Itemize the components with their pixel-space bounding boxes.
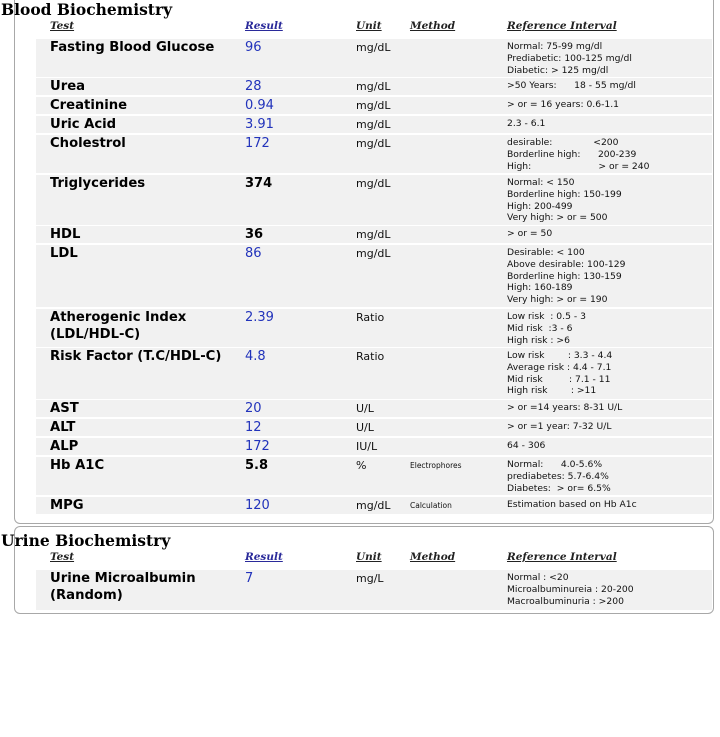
header-unit: Unit: [356, 20, 382, 32]
result-value: 36: [245, 227, 264, 242]
urine-header-method: Method: [410, 551, 456, 563]
reference-interval: 2.3 - 6.1: [507, 118, 546, 129]
unit-label: Ratio: [356, 311, 385, 324]
test-name: Fasting Blood Glucose: [50, 40, 215, 55]
unit-label: mg/dL: [356, 499, 391, 512]
reference-interval: Estimation based on Hb A1c: [507, 499, 637, 510]
test-name: ALT: [50, 420, 76, 435]
urine-header-reference: Reference Interval: [507, 551, 617, 563]
result-value: 12: [245, 420, 262, 435]
result-value: 96: [245, 40, 262, 55]
reference-interval: Low risk : 0.5 - 3 Mid risk :3 - 6 High risk : >6: [507, 311, 586, 346]
test-name: Triglycerides: [50, 176, 146, 191]
test-name: LDL: [50, 246, 78, 261]
test-name: ALP: [50, 439, 79, 454]
unit-label: mg/dL: [356, 99, 391, 112]
test-name: Urine Microalbumin (Random): [50, 571, 196, 603]
reference-interval: desirable: <200 Borderline high: 200-239 High: > or = 240: [507, 137, 650, 172]
unit-label: IU/L: [356, 440, 378, 453]
unit-label: mg/dL: [356, 177, 391, 190]
unit-label: U/L: [356, 421, 374, 434]
reference-interval: Normal: 75-99 mg/dl Prediabetic: 100-125 mg/dl Diabetic: > 125 mg/dl: [507, 41, 632, 76]
test-name: Atherogenic Index (LDL/HDL-C): [50, 310, 187, 342]
unit-label: mg/dL: [356, 41, 391, 54]
reference-interval: Normal: 4.0-5.6% prediabetes: 5.7-6.4% Diabetes: > or= 6.5%: [507, 459, 611, 494]
result-value: 86: [245, 246, 262, 261]
header-reference: Reference Interval: [507, 20, 617, 32]
result-value: 5.8: [245, 458, 269, 473]
reference-interval: Desirable: < 100 Above desirable: 100-129 Borderline high: 130-159 High: 160-189 Very high: > or = 190: [507, 247, 626, 306]
test-name: Urea: [50, 79, 86, 94]
result-value: 7: [245, 571, 254, 586]
urine-section-title: Urine Biochemistry: [1, 531, 171, 550]
result-value: 3.91: [245, 117, 274, 132]
urine-header-result: Result: [245, 551, 283, 563]
result-value: 28: [245, 79, 262, 94]
reference-interval: > or =1 year: 7-32 U/L: [507, 421, 612, 432]
reference-interval: > or =14 years: 8-31 U/L: [507, 402, 623, 413]
unit-label: mg/dL: [356, 80, 391, 93]
blood-section-title: Blood Biochemistry: [1, 0, 173, 19]
reference-interval: 64 - 306: [507, 440, 546, 451]
test-name: Cholestrol: [50, 136, 126, 151]
reference-interval: > or = 50: [507, 228, 553, 239]
reference-interval: Normal: < 150 Borderline high: 150-199 High: 200-499 Very high: > or = 500: [507, 177, 622, 224]
unit-label: mg/dL: [356, 118, 391, 131]
test-name: MPG: [50, 498, 84, 513]
header-result: Result: [245, 20, 283, 32]
unit-label: mg/dL: [356, 247, 391, 260]
unit-label: U/L: [356, 402, 374, 415]
result-value: 172: [245, 136, 270, 151]
result-value: 172: [245, 439, 270, 454]
urine-header-unit: Unit: [356, 551, 382, 563]
method-label: Electrophores: [410, 461, 462, 470]
reference-interval: Normal : <20 Microalbuminureia : 20-200 Macroalbuminuria : >200: [507, 572, 634, 607]
result-value: 2.39: [245, 310, 274, 325]
reference-interval: Low risk : 3.3 - 4.4 Average risk : 4.4 - 7.1 Mid risk : 7.1 - 11 High risk : >11: [507, 350, 613, 397]
unit-label: mg/L: [356, 572, 384, 585]
result-value: 20: [245, 401, 262, 416]
test-name: Uric Acid: [50, 117, 117, 132]
test-name: Risk Factor (T.C/HDL-C): [50, 349, 222, 364]
unit-label: mg/dL: [356, 137, 391, 150]
result-value: 4.8: [245, 349, 266, 364]
test-name: AST: [50, 401, 79, 416]
result-value: 120: [245, 498, 270, 513]
result-value: 374: [245, 176, 273, 191]
result-value: 0.94: [245, 98, 274, 113]
test-name: HDL: [50, 227, 81, 242]
reference-interval: > or = 16 years: 0.6-1.1: [507, 99, 620, 110]
test-name: Creatinine: [50, 98, 128, 113]
unit-label: %: [356, 459, 367, 472]
test-name: Hb A1C: [50, 458, 105, 473]
reference-interval: >50 Years: 18 - 55 mg/dl: [507, 80, 636, 91]
unit-label: mg/dL: [356, 228, 391, 241]
unit-label: Ratio: [356, 350, 385, 363]
urine-header-test: Test: [50, 551, 75, 563]
method-label: Calculation: [410, 501, 452, 510]
header-method: Method: [410, 20, 456, 32]
header-test: Test: [50, 20, 75, 32]
